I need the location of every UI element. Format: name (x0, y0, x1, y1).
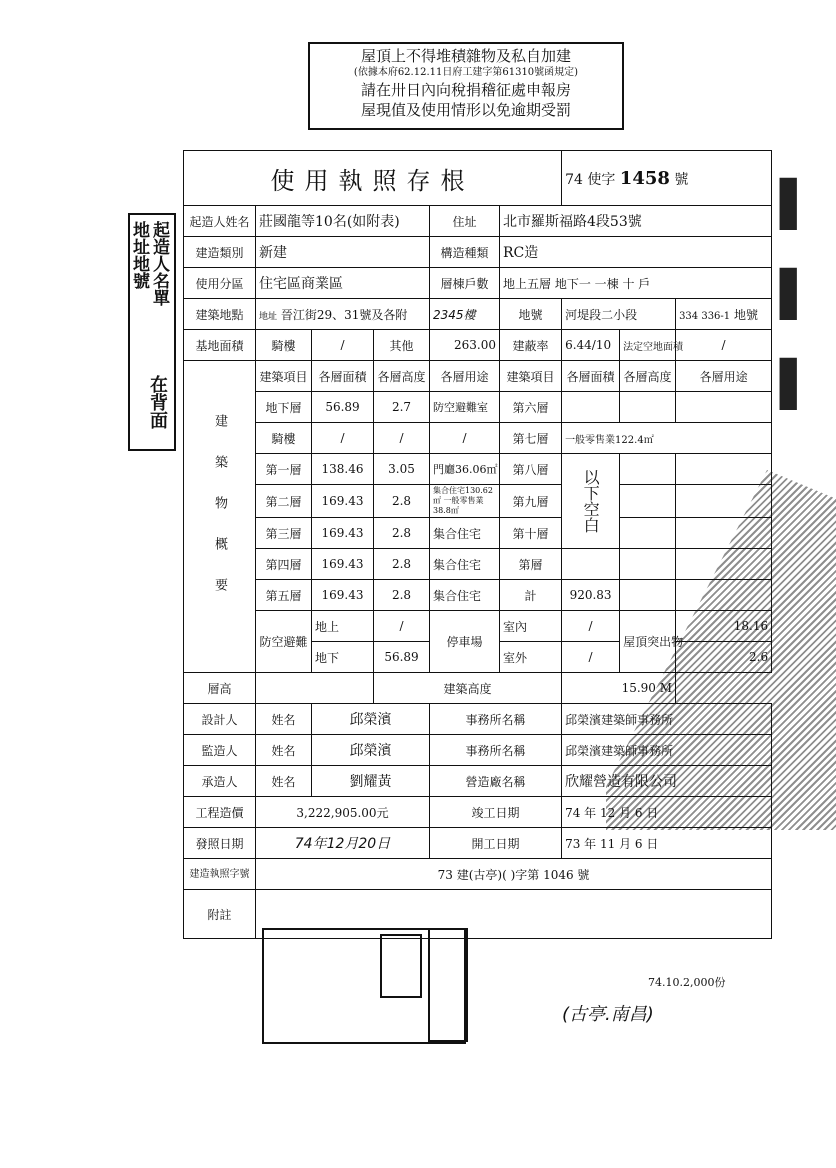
contractor-name: 劉耀黃 (312, 766, 430, 797)
address-value: 北市羅斯福路4段53號 (500, 206, 772, 237)
below-blank: 以下空白 (562, 454, 620, 549)
zone-value: 住宅區商業區 (256, 268, 430, 299)
parking-label: 停車場 (430, 611, 500, 673)
ratio-value: 6.44/10 (562, 330, 620, 361)
print-count: 74.10.2,000份 (648, 976, 726, 989)
hdr-item: 建築項目 (256, 361, 312, 392)
struct-label: 構造種類 (430, 237, 500, 268)
table-row: 第四層 169.43 2.8 集合住宅 第層 (184, 549, 772, 580)
notice-line-3: 請在卅日內向稅捐稽征處申報房 (360, 81, 571, 99)
notice-line-4: 屋現值及使用情形以免逾期受罰 (360, 101, 571, 119)
contractor-label: 承造人 (184, 766, 256, 797)
permit-no (562, 151, 772, 206)
indoor-label: 室內 (500, 611, 562, 642)
permit-number: 1458 (619, 167, 670, 189)
designer-label: 設計人 (184, 704, 256, 735)
side-note-extra: 在背面 (147, 375, 168, 429)
struct-value: RC造 (500, 237, 772, 268)
legal-value: / (676, 330, 772, 361)
table-row: 地下層 56.89 2.7 防空避難室 第六層 (184, 392, 772, 423)
owner-label: 起造人姓名 (184, 206, 256, 237)
notice-stamp (308, 42, 624, 130)
start-date: 73 年 11 月 6 日 (562, 828, 772, 859)
notes-label: 附註 (184, 890, 256, 939)
hdr-use-2: 各層用途 (676, 361, 772, 392)
notice-line-1: 屋頂上不得堆積雜物及私自加建 (360, 47, 571, 65)
section-label: 建築物概要 (184, 361, 256, 673)
hdr-area-2: 各層面積 (562, 361, 620, 392)
cost-value: 3,222,905.00元 (256, 797, 430, 828)
type-label: 建造類別 (184, 237, 256, 268)
indoor-value: / (562, 611, 620, 642)
shelter-below: 地下 (312, 642, 374, 673)
hdr-height-2: 各層高度 (620, 361, 676, 392)
zone-label: 使用分區 (184, 268, 256, 299)
designer-name: 邱榮濱 (312, 704, 430, 735)
legal-label: 法定空地面積 (620, 330, 676, 361)
page-title: 使用執照存根 (184, 151, 562, 206)
site-address: 晉江街29、31號及各附 (280, 307, 408, 322)
floors-label: 層棟戶數 (430, 268, 500, 299)
hdr-item-2: 建築項目 (500, 361, 562, 392)
building-height-label: 建築高度 (374, 673, 562, 704)
issue-date: 74年12月20日 (256, 828, 430, 859)
shelter-label: 防空避難 (256, 611, 312, 673)
site-handwritten: 2345樓 (430, 299, 500, 330)
site-value (256, 299, 430, 330)
table-row: 騎樓 / / / 第七層 一般零售業122.4㎡ (184, 423, 772, 454)
lot-number: 334 336-1 地號 (676, 299, 772, 330)
lot-value: 河堤段二小段 (562, 299, 676, 330)
ratio-label: 建蔽率 (500, 330, 562, 361)
signature-stamp (262, 928, 466, 1044)
permit-year: 74 (565, 171, 583, 188)
hdr-height: 各層高度 (374, 361, 430, 392)
approval-seal (380, 934, 422, 998)
notice-line-2: (依據本府62.12.11日府工建字第61310號函規定) (353, 67, 579, 78)
hdr-use: 各層用途 (430, 361, 500, 392)
right-edge-stamp: ▌ ▌ ▌ (780, 179, 814, 410)
hdr-area: 各層面積 (312, 361, 374, 392)
roof-value-1: 18.16 (676, 611, 772, 642)
side-note-right: 起造人名單 (149, 221, 169, 306)
roof-value-2: 2.6 (676, 642, 772, 673)
contractor-office: 欣耀營造有限公司 (562, 766, 772, 797)
roof-label: 屋頂突出物 (620, 611, 676, 673)
arcade-value: / (312, 330, 374, 361)
lot-label: 地號 (500, 299, 562, 330)
owner-value: 莊國龍等10名(如附表) (256, 206, 430, 237)
building-height-value: 15.90 M (562, 673, 676, 704)
permit-text: 73 建(古亭)( )字第 1046 號 (256, 859, 772, 890)
outdoor-label: 室外 (500, 642, 562, 673)
cost-label: 工程造價 (184, 797, 256, 828)
issue-label: 發照日期 (184, 828, 256, 859)
site-addr-small: 地址 (259, 311, 278, 322)
outdoor-value: / (562, 642, 620, 673)
permit-suffix: 號 (674, 171, 689, 188)
permit-label: 建造執照字號 (184, 859, 256, 890)
site-label: 建築地點 (184, 299, 256, 330)
handwritten-note: (古亭.南昌) (562, 1004, 654, 1025)
mezz-label: 層高 (184, 673, 256, 704)
officer-seal (428, 928, 468, 1042)
shelter-above: 地上 (312, 611, 374, 642)
type-value: 新建 (256, 237, 430, 268)
supervisor-office: 邱榮濱建築師事務所 (562, 735, 772, 766)
permit-table: 使用執照存根 74 使字 1458 號 起造人姓名 莊國龍等10名(如附表) 住址 北市羅斯福路4段53號 建造類別 新建 構造種類 RC造 使用分區 住宅區商業區 層棟戶數 地上五層 地下一 一棟 十 戶 建築地點 地址 晉江街29、31號及各附 2345樓 地號 河堤段二小段 334 336-1 地號 基地面積 騎樓 / 其他 263.00 建蔽率 6.44/10 法定空地面積 / 建築物概要 建築項目 各層面積 各層高度 各層用途 建築項目 各層面積 各層高度 各層用途 地下層 56.89 2.7 防空避難室 第六層 騎樓 / / / 第七層 一般零售業122.4㎡ 第一層 138.46 3.05 門廳36.06㎡ 第八層 以下空白 第二層 169.43 2.8 集合住宅130.62㎡ 一般零售業38.8㎡ 第九層 第三層 169.43 2.8 集合住宅 第十層 第四層 169.43 2.8 集合住宅 第層 第五層 169.43 2.8 集合住宅 計 920.83 防空避難 地上 / 停車場 室內 / 屋頂突出物 18.16 地下 56.89 室外 / 2.6 層高 建築高度 15.90 M 設計人 姓名 邱榮濱 事務所名稱 邱榮濱建築師事務所 監造人 姓名 邱榮濱 事務所名稱 邱榮濱建築師事務所 承造人 姓名 劉耀黃 營造廠名稱 欣耀營造有限公司 工程造價 3,222,905.00元 竣工日期 74 年 12 月 6 日 發照日期 74年12月20日 開工日期 73 年 11 月 6 日 建造執照字號 73 建(古亭)( )字第 1046 號 附註 (183, 150, 772, 939)
shelter-below-value: 56.89 (374, 642, 430, 673)
other-label: 其他 (374, 330, 430, 361)
supervisor-label: 監造人 (184, 735, 256, 766)
side-note (128, 213, 176, 451)
done-date: 74 年 12 月 6 日 (562, 797, 772, 828)
side-note-left: 地址地號 (129, 221, 149, 289)
other-value: 263.00 (430, 330, 500, 361)
table-row: 第五層 169.43 2.8 集合住宅 計 920.83 (184, 580, 772, 611)
shelter-above-value: / (374, 611, 430, 642)
table-row: 第二層 169.43 2.8 集合住宅130.62㎡ 一般零售業38.8㎡ 第九層 (184, 485, 772, 518)
supervisor-name: 邱榮濱 (312, 735, 430, 766)
arcade-label: 騎樓 (256, 330, 312, 361)
table-row: 第三層 169.43 2.8 集合住宅 第十層 (184, 518, 772, 549)
area-label: 基地面積 (184, 330, 256, 361)
address-label: 住址 (430, 206, 500, 237)
designer-office: 邱榮濱建築師事務所 (562, 704, 772, 735)
floors-value: 地上五層 地下一 一棟 十 戶 (500, 268, 772, 299)
permit-char: 使字 (587, 171, 616, 188)
table-row: 第一層 138.46 3.05 門廳36.06㎡ 第八層 以下空白 (184, 454, 772, 485)
